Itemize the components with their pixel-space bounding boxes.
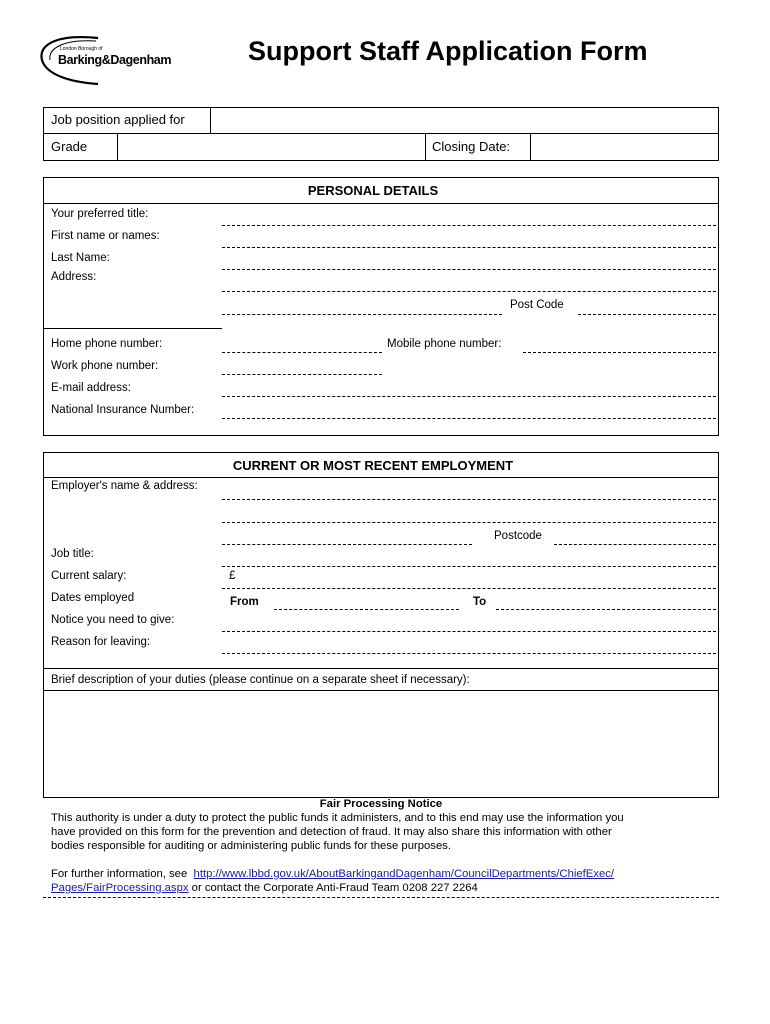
from-label: From [230,596,259,608]
last-name-label: Last Name: [51,252,110,264]
duties-label: Brief description of your duties (please continue on a separate sheet if necessary): [51,674,470,686]
closing-date-label: Closing Date: [432,139,511,154]
email-label: E-mail address: [51,382,131,394]
employer-field-line1[interactable] [222,499,716,500]
fair-processing-line3: bodies responsible for auditing or administering public funds for these purposes. [51,840,452,852]
logo-main-text: Barking&Dagenham [58,53,172,67]
address-label: Address: [51,271,97,283]
address-field-line1[interactable] [222,291,716,292]
to-label: To [473,596,487,608]
post-code-label: Post Code [510,299,564,311]
first-name-field[interactable] [222,247,716,248]
fair-processing-text [51,811,721,853]
more-info-prefix: For further information, see [51,868,188,880]
fair-processing-link-cont[interactable]: Pages/FairProcessing.aspx [51,882,189,894]
employment-heading: CURRENT OR MOST RECENT EMPLOYMENT [232,458,514,473]
notice-bottom-rule [43,897,719,898]
first-name-label: First name or names: [51,230,160,242]
salary-label: Current salary: [51,570,127,582]
home-phone-label: Home phone number: [51,338,163,350]
fair-processing-heading: Fair Processing Notice [319,798,443,810]
fair-processing-link[interactable]: http://www.lbbd.gov.uk/AboutBarkingandDagenham/CouncilDepartments/ChiefExec/ [193,868,615,880]
dates-label: Dates employed [51,592,135,604]
reason-field[interactable] [222,653,716,654]
home-phone-field[interactable] [222,352,382,353]
page-title: Support Staff Application Form [248,36,648,66]
duties-textarea[interactable] [45,692,717,796]
notice-field[interactable] [222,631,716,632]
fair-processing-more [51,867,721,895]
from-date-field[interactable] [274,609,459,610]
job-position-field[interactable] [212,109,717,132]
address-field-line2[interactable] [222,314,502,315]
work-phone-label: Work phone number: [51,360,159,372]
council-logo [38,34,188,86]
closing-date-field[interactable] [532,135,717,159]
salary-field[interactable] [222,588,716,589]
postcode-label: Postcode [494,530,542,542]
reason-label: Reason for leaving: [51,636,151,648]
job-title-field[interactable] [222,566,716,567]
ni-number-field[interactable] [222,418,716,419]
fair-processing-line2: have provided on this form for the prevention and detection of fraud. It may also share this information with other [51,826,612,838]
mobile-phone-label: Mobile phone number: [387,338,502,350]
preferred-title-field[interactable] [222,225,716,226]
anti-fraud-contact: or contact the Corporate Anti-Fraud Team 0208 227 2264 [191,882,478,894]
fair-processing-line1: This authority is under a duty to protect the public funds it administers, and to this end may use the information you [51,812,624,824]
grade-label: Grade [51,139,88,154]
preferred-title-label: Your preferred title: [51,208,149,220]
job-position-label: Job position applied for [51,112,185,127]
job-title-label: Job title: [51,548,94,560]
last-name-field[interactable] [222,269,716,270]
work-phone-field[interactable] [222,374,382,375]
employer-field-line3[interactable] [222,544,472,545]
logo-small-text: London Borough of [60,46,103,52]
employer-label: Employer's name & address: [51,480,198,492]
to-date-field[interactable] [496,609,716,610]
mobile-phone-field[interactable] [523,352,716,353]
personal-details-heading: PERSONAL DETAILS [307,183,439,198]
currency-symbol: £ [229,570,236,582]
post-code-field[interactable] [578,314,716,315]
postcode-field[interactable] [554,544,716,545]
grade-field[interactable] [119,135,424,159]
email-field[interactable] [222,396,716,397]
ni-number-label: National Insurance Number: [51,404,195,416]
notice-label: Notice you need to give: [51,614,175,626]
employer-field-line2[interactable] [222,522,716,523]
